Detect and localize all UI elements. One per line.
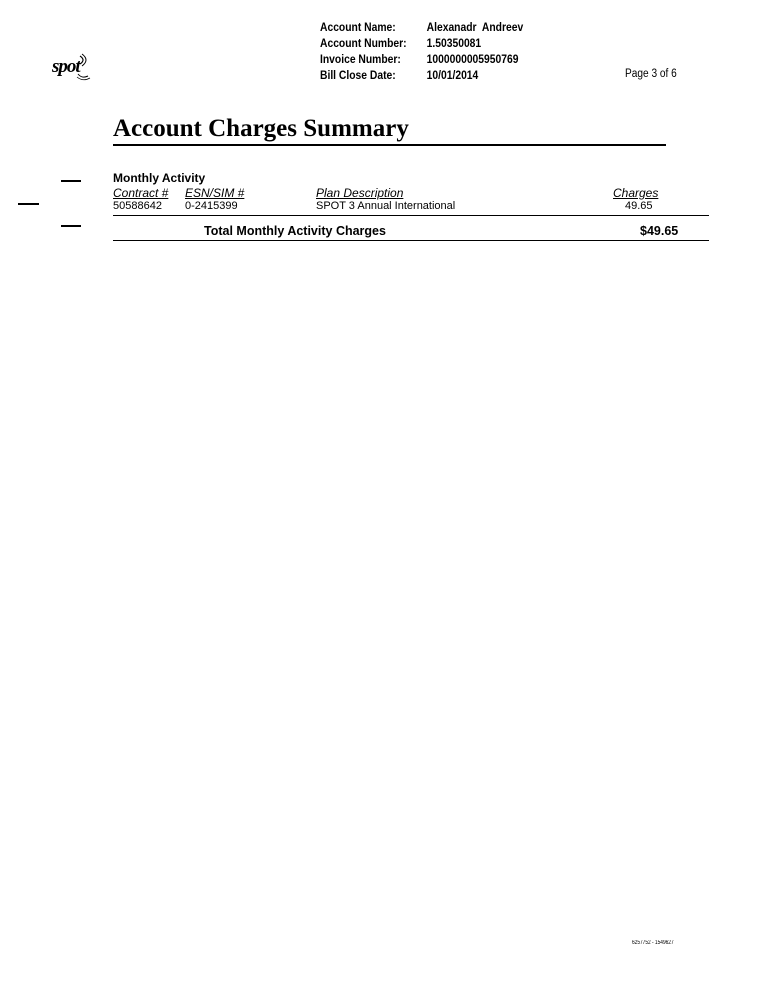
column-header-esn: ESN/SIM # — [185, 186, 245, 200]
plan-cell: SPOT 3 Annual International — [316, 200, 456, 212]
section-heading: Monthly Activity — [113, 171, 206, 185]
invoice-number-row — [320, 51, 523, 67]
contract-cell: 50588642 — [113, 200, 162, 212]
column-header-contract: Contract # — [113, 186, 169, 200]
invoice-number-value: 1000000005950769 — [426, 52, 519, 66]
spot-logo — [52, 52, 108, 82]
account-name-value: Alexanadr Andreev — [426, 20, 524, 34]
bill-close-date-value: 10/01/2014 — [426, 68, 479, 82]
page-number: Page 3 of 6 — [625, 68, 677, 80]
total-value: $49.65 — [640, 224, 679, 238]
total-divider — [113, 240, 709, 241]
margin-mark — [61, 180, 81, 182]
title-underline — [113, 144, 666, 146]
column-header-charges: Charges — [613, 186, 659, 200]
charges-cell: 49.65 — [625, 200, 653, 212]
spot-logo-icon — [52, 52, 108, 82]
esn-cell: 0-2415399 — [185, 200, 238, 212]
account-number-label: Account Number: — [320, 36, 407, 50]
invoice-number-label: Invoice Number: — [320, 52, 401, 66]
footer-code: 6257752 - 1549627 — [632, 940, 674, 946]
account-number-row — [320, 35, 523, 51]
margin-mark — [61, 225, 81, 227]
margin-mark — [18, 203, 39, 205]
column-header-plan: Plan Description — [316, 186, 404, 200]
logo-wordmark: spot — [52, 56, 80, 77]
account-name-label: Account Name: — [320, 20, 396, 34]
total-label: Total Monthly Activity Charges — [204, 224, 386, 238]
account-number-value: 1.50350081 — [426, 36, 482, 50]
account-header — [320, 19, 523, 83]
account-name-row — [320, 19, 523, 35]
row-divider — [113, 215, 709, 216]
bill-close-date-row — [320, 67, 523, 83]
bill-close-date-label: Bill Close Date: — [320, 68, 396, 82]
page-title: Account Charges Summary — [113, 115, 409, 142]
